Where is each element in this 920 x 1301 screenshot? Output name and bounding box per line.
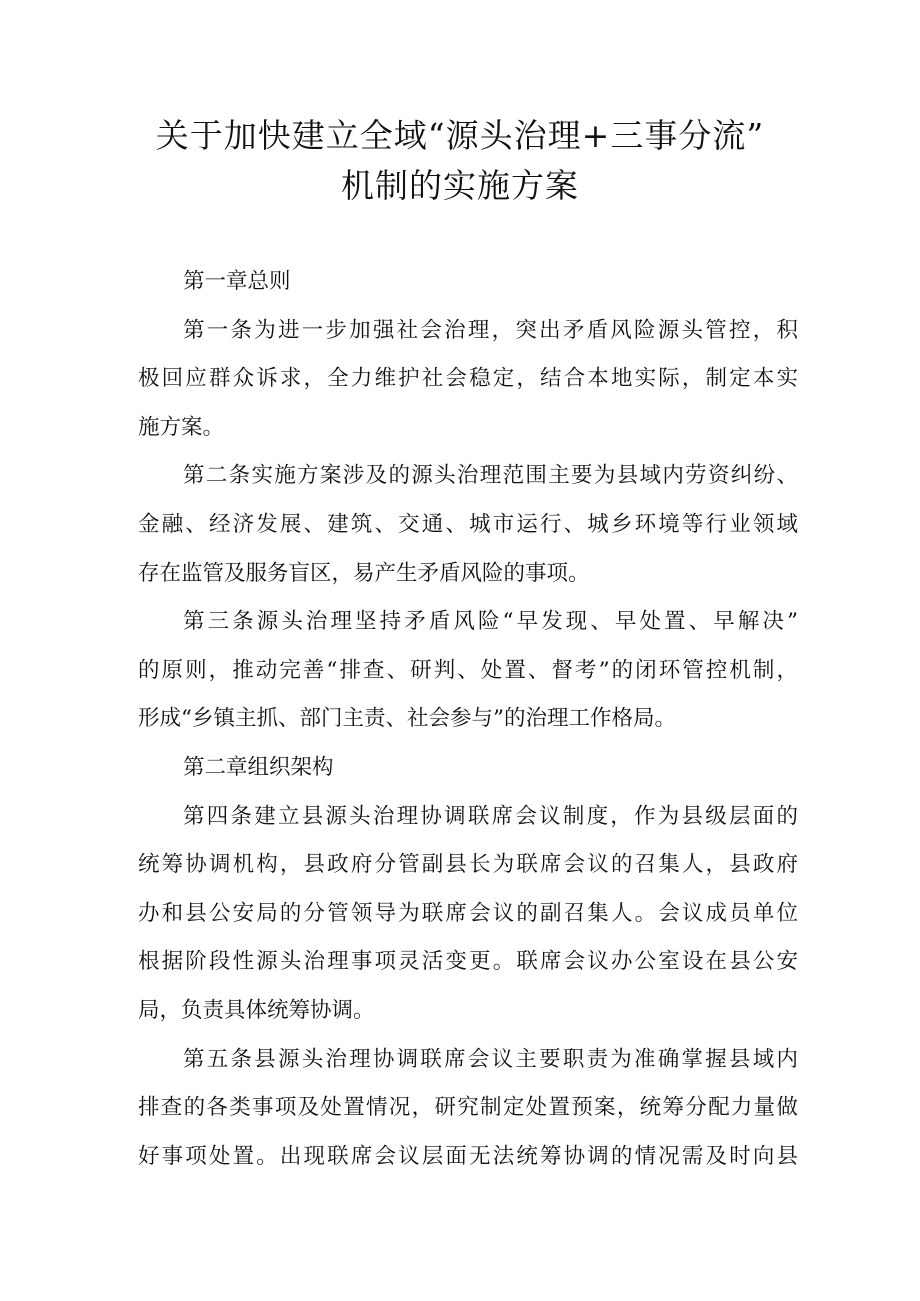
article-3-line: 第三条源头治理坚持矛盾风险“早发现、早处置、早解决” bbox=[183, 609, 798, 635]
chapter-heading: 第二章组织架构 bbox=[183, 754, 334, 780]
article-4-line: 办和县公安局的分管领导为联席会议的副召集人。会议成员单位 bbox=[138, 900, 798, 926]
article-2-line: 存在监管及服务盲区，易产生矛盾风险的事项。 bbox=[138, 560, 590, 586]
article-5-line: 排查的各类事项及处置情况，研究制定处置预案，统筹分配力量做 bbox=[138, 1095, 798, 1121]
document-title-line-1: 关于加快建立全域“源头治理+三事分流” bbox=[155, 116, 765, 155]
article-1-line: 施方案。 bbox=[138, 414, 225, 440]
article-2-line: 第二条实施方案涉及的源头治理范围主要为县域内劳资纠纷、 bbox=[183, 463, 798, 489]
article-3-line: 的原则，推动完善“排查、研判、处置、督考”的闭环管控机制， bbox=[138, 657, 798, 683]
article-4-line: 根据阶段性源头治理事项灵活变更。联席会议办公室设在县公安 bbox=[138, 949, 798, 975]
article-3-line: 形成“乡镇主抓、部门主责、社会参与”的治理工作格局。 bbox=[138, 706, 676, 732]
document-title-line-2: 机制的实施方案 bbox=[341, 166, 579, 205]
article-1-line: 第一条为进一步加强社会治理，突出矛盾风险源头管控，积 bbox=[183, 317, 798, 343]
document-body bbox=[138, 258, 798, 1181]
article-5-line: 好事项处置。出现联席会议层面无法统筹协调的情况需及时向县 bbox=[138, 1143, 798, 1169]
article-4-line: 统筹协调机构，县政府分管副县长为联席会议的召集人，县政府 bbox=[138, 852, 798, 878]
chapter-heading: 第一章总则 bbox=[183, 269, 291, 294]
article-5-line: 第五条县源头治理协调联席会议主要职责为准确掌握县域内 bbox=[183, 1046, 798, 1072]
article-4-line: 局，负责具体统筹协调。 bbox=[138, 997, 375, 1023]
article-2-line: 金融、经济发展、建筑、交通、城市运行、城乡环境等行业领域 bbox=[138, 511, 798, 537]
article-1-line: 极回应群众诉求，全力维护社会稳定，结合本地实际，制定本实 bbox=[138, 366, 798, 392]
article-4-line: 第四条建立县源头治理协调联席会议制度，作为县级层面的 bbox=[183, 803, 798, 829]
